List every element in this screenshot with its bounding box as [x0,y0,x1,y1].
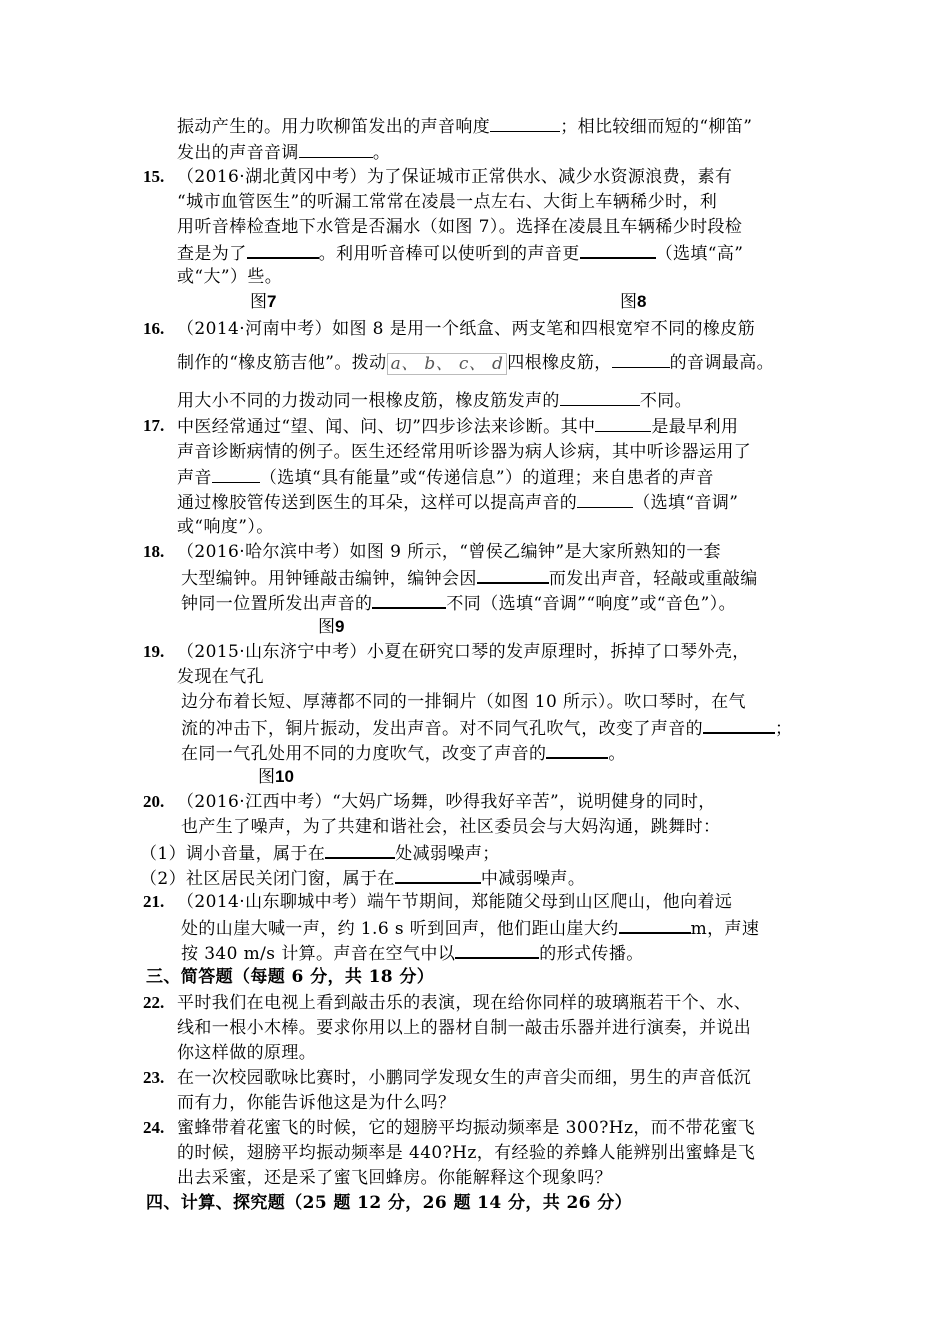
q20-sub-2: （2）社区居民关闭门窗，属于在 中减弱噪声。 [140,865,585,891]
q16-line-3: 用大小不同的力拨动同一根橡皮筋，橡皮筋发声的 不同。 [177,388,692,413]
q19-blank-2[interactable] [546,740,608,759]
q15-blank-1[interactable] [247,240,319,259]
question-number-17: 17. [143,416,165,435]
figure-7-caption: 图7 [250,292,277,312]
q19-line-3: 边分布着长短、厚薄都不同的一排铜片（如图 10 所示）。吹口琴时，在气 [181,692,746,712]
q24-line-1: 蜜蜂带着花蜜飞的时候，它的翅膀平均振动频率是 300?Hz，而不带花蜜飞 [177,1118,756,1138]
q19-line-1: （2015·山东济宁中考）小夏在研究口琴的发声原理时，拆掉了口琴外壳， [177,642,750,662]
question-number-16: 16. [143,319,165,338]
q17-line-2: 声音诊断病情的例子。医生还经常用听诊器为病人诊病，其中听诊器运用了 [177,442,752,462]
q20-line-2: 也产生了噪声，为了共建和谐社会，社区委员会与大妈沟通，跳舞时： [181,817,721,837]
q16-inline-letters: a、 b、 c、 d [387,353,508,375]
q19-line-2: 发现在气孔 [177,667,264,687]
q17-line-5: 或“响度”）。 [177,517,274,537]
q19-blank-1[interactable] [703,715,775,734]
q18-blank-2[interactable] [372,590,446,609]
question-number-22: 22. [143,993,165,1012]
q24-line-2: 的时候，翅膀平均振动频率是 440?Hz，有经验的养蜂人能辨别出蜜蜂是飞 [177,1143,756,1163]
q20-blank-1[interactable] [325,840,395,859]
question-number-19: 19. [143,642,165,661]
figure-9-caption: 图9 [318,617,345,637]
q15-line-2: “城市血管医生”的听漏工常常在凌晨一点左右、大街上车辆稀少时，利 [177,192,718,212]
q18-line-3: 钟同一位置所发出声音的 不同（选填“音调”“响度”或“音色”）。 [181,590,736,616]
q17-line-4: 通过橡胶管传送到医生的耳朵，这样可以提高声音的 （选填“音调” [177,490,738,515]
q14-blank-1[interactable] [490,114,560,132]
q14-line-1: 振动产生的。用力吹柳笛发出的声音响度 ；相比较细而短的“柳笛” [177,114,752,139]
q19-line-5: 在同一气孔处用不同的力度吹气，改变了声音的 。 [181,740,626,766]
q15-line-5: 或“大”）些。 [177,267,283,287]
q22-line-1: 平时我们在电视上看到敲击乐的表演，现在给你同样的玻璃瓶若干个、水、 [177,993,752,1013]
question-number-20: 20. [143,792,165,811]
q16-blank-1[interactable] [612,350,670,368]
q21-line-1: （2014·山东聊城中考）端午节期间，郑能随父母到山区爬山，他向着远 [177,892,733,912]
q21-line-2: 处的山崖大喊一声，约 1.6 s 听到回声，他们距山崖大约 m，声速 [181,915,759,941]
q14-line-2: 发出的声音音调 。 [177,140,390,165]
figure-8-caption: 图8 [620,292,647,312]
q17-blank-1[interactable] [595,414,651,432]
q23-line-2: 而有力，你能告诉他这是为什么吗？ [177,1093,456,1113]
q17-line-1: 中医经常通过“望、闻、问、切”四步诊法来诊断。其中 是最早利用 [177,414,738,439]
q16-line-2: 制作的“橡皮筋吉他”。拨动 a、 b、 c、 d 四根橡皮筋， 的音调最高。 [177,350,774,375]
q21-line-3: 按 340 m/s 计算。声音在空气中以 的形式传播。 [181,940,644,966]
figure-10-caption: 图10 [258,767,294,787]
q17-blank-2[interactable] [212,465,260,483]
q22-line-3: 你这样做的原理。 [177,1043,317,1063]
q23-line-1: 在一次校园歌咏比赛时，小鹏同学发现女生的声音尖而细，男生的声音低沉 [177,1068,752,1088]
q18-line-2: 大型编钟。用钟锤敲击编钟，编钟会因 而发出声音，轻敲或重敲编 [181,565,758,591]
q20-line-1: （2016·江西中考）“大妈广场舞，吵得我好辛苦”，说明健身的同时， [177,792,716,812]
q17-line-3: 声音 （选填“具有能量”或“传递信息”）的道理；来自患者的声音 [177,465,714,490]
q18-blank-1[interactable] [477,565,549,584]
q16-line-1: （2014·河南中考）如图 8 是用一个纸盒、两支笔和四根宽窄不同的橡皮筋 [177,319,756,339]
question-number-23: 23. [143,1068,165,1087]
q20-blank-2[interactable] [395,865,481,884]
q14-blank-2[interactable] [299,140,373,158]
q15-line-4: 查是为了 。利用听音棒可以使听到的声音更 （选填“高” [177,240,743,266]
q16-blank-2[interactable] [560,388,640,406]
section-4-heading: 四、计算、探究题（25 题 12 分，26 题 14 分，共 26 分） [146,1193,633,1213]
q19-line-4: 流的冲击下，铜片振动，发出声音。对不同气孔吹气，改变了声音的 ； [181,715,792,741]
question-number-24: 24. [143,1118,165,1137]
q17-blank-3[interactable] [577,490,633,508]
q21-blank-2[interactable] [455,940,539,959]
question-number-18: 18. [143,542,165,561]
question-number-15: 15. [143,167,165,186]
q15-blank-2[interactable] [580,240,656,259]
q15-line-3: 用听音棒检查地下水管是否漏水（如图 7）。选择在凌晨且车辆稀少时段检 [177,217,743,237]
question-number-21: 21. [143,892,165,911]
q20-sub-1: （1）调小音量，属于在 处减弱噪声； [140,840,500,866]
q18-line-1: （2016·哈尔滨中考）如图 9 所示，“曾侯乙编钟”是大家所熟知的一套 [177,542,722,562]
q21-blank-1[interactable] [619,915,691,934]
q24-line-3: 出去采蜜，还是采了蜜飞回蜂房。你能解释这个现象吗？ [177,1168,612,1188]
section-3-heading: 三、简答题（每题 6 分，共 18 分） [146,967,435,987]
q22-line-2: 线和一根小木棒。要求你用以上的器材自制一敲击乐器并进行演奏，并说出 [177,1018,752,1038]
q15-line-1: （2016·湖北黄冈中考）为了保证城市正常供水、减少水资源浪费，素有 [177,167,733,187]
